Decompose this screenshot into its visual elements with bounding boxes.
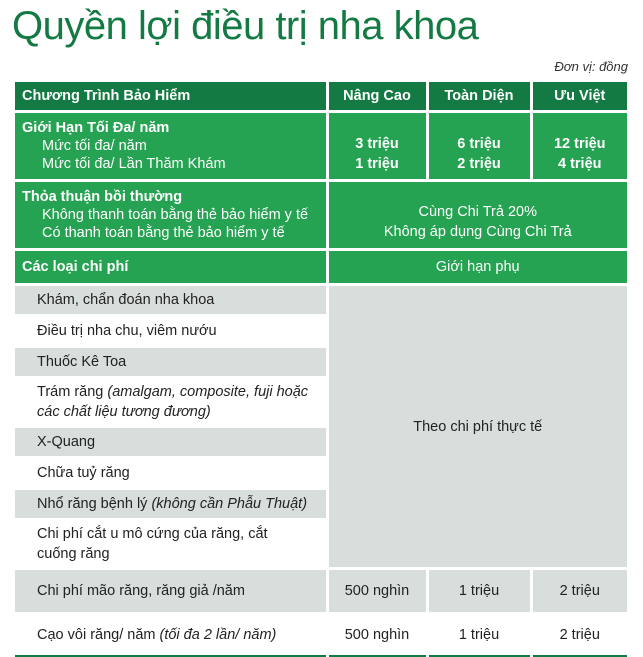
limits-toan-dien — [427, 112, 531, 181]
header-toan-dien: Toàn Diện — [427, 82, 531, 112]
crowns-label: Chi phí mão răng, răng giả /năm — [15, 569, 327, 614]
header-uu-viet: Ưu Việt — [531, 82, 627, 112]
limit-year-toan-dien: 6 triệu — [457, 136, 501, 152]
limit-visit-nang-cao: 1 triệu — [355, 156, 399, 172]
item-prescription: Thuốc Kê Toa — [15, 347, 327, 378]
item-filling — [15, 378, 327, 427]
item-xray: X-Quang — [15, 427, 327, 458]
crowns-nang-cao: 500 nghìn — [327, 569, 427, 614]
reimbursement-row — [15, 181, 627, 250]
reimbursement-labels — [15, 181, 327, 250]
item-exam: Khám, chẩn đoán nha khoa — [15, 285, 327, 316]
item-extraction — [15, 489, 327, 520]
scaling-uu-viet: 2 triệu — [531, 614, 627, 657]
reimb-card-label: Có thanh toán bằng thẻ bảo hiểm y tế — [42, 225, 285, 241]
limit-visit-toan-dien: 2 triệu — [457, 156, 501, 172]
page-title: Quyền lợi điều trị nha khoa — [12, 4, 479, 48]
limit-per-year-label: Mức tối đa/ năm — [42, 138, 147, 154]
limit-year-nang-cao: 3 triệu — [355, 136, 399, 152]
reimb-no-card-label: Không thanh toán bằng thẻ bảo hiểm y tế — [42, 207, 309, 223]
expenses-row — [15, 250, 627, 285]
item-extraction-note: (không cần Phẫu Thuật) — [151, 496, 308, 512]
item-root-canal: Chữa tuỷ răng — [15, 458, 327, 489]
limits-uu-viet — [531, 112, 627, 181]
reimbursement-heading: Thỏa thuận bồi thường — [22, 189, 183, 205]
scaling-nang-cao: 500 nghìn — [327, 614, 427, 657]
header-program: Chương Trình Bảo Hiểm — [15, 82, 327, 112]
scaling-note: (tối đa 2 lần/ năm) — [159, 627, 277, 643]
scaling-row — [15, 614, 627, 657]
crowns-toan-dien: 1 triệu — [427, 569, 531, 614]
table-header-row — [15, 82, 627, 112]
item-filling-note: (amalgam, composite, fuji hoặc các chất liệu tương đương) — [37, 384, 309, 420]
sub-limit-value: Giới hạn phụ — [327, 250, 627, 285]
expenses-heading: Các loại chi phí — [15, 250, 327, 285]
item-periodontal: Điều trị nha chu, viêm nướu — [15, 316, 327, 347]
limit-visit-uu-viet: 4 triệu — [557, 156, 602, 172]
scaling-toan-dien: 1 triệu — [427, 614, 531, 657]
crowns-row — [15, 569, 627, 614]
no-co-pay-value: Không áp dụng Cùng Chi Trả — [383, 224, 572, 240]
item-extraction-label: Nhổ răng bệnh lý — [37, 496, 152, 512]
limit-year-uu-viet: 12 triệu — [553, 136, 606, 152]
limits-heading: Giới Hạn Tối Đa/ năm — [22, 120, 170, 136]
scaling-label-cell — [15, 614, 327, 657]
actual-cost-cell: Theo chi phí thực tế — [327, 285, 627, 569]
list-item — [15, 285, 627, 316]
header-nang-cao: Nâng Cao — [327, 82, 427, 112]
limit-per-visit-label: Mức tối đa/ Lần Thăm Khám — [42, 156, 226, 172]
item-filling-label: Trám răng — [37, 384, 108, 400]
limits-labels — [15, 112, 327, 181]
reimbursement-values — [327, 181, 627, 250]
scaling-label: Cạo vôi răng/ năm — [37, 627, 160, 643]
item-tumor-removal: Chi phí cắt u mô cứng của răng, cắt cuống răng — [15, 520, 327, 569]
limits-nang-cao — [327, 112, 427, 181]
limits-row — [15, 112, 627, 181]
co-pay-value: Cùng Chi Trả 20% — [418, 204, 537, 220]
unit-note: Đơn vị: đồng — [554, 59, 628, 74]
crowns-uu-viet: 2 triệu — [531, 569, 627, 614]
benefits-table — [15, 82, 627, 657]
